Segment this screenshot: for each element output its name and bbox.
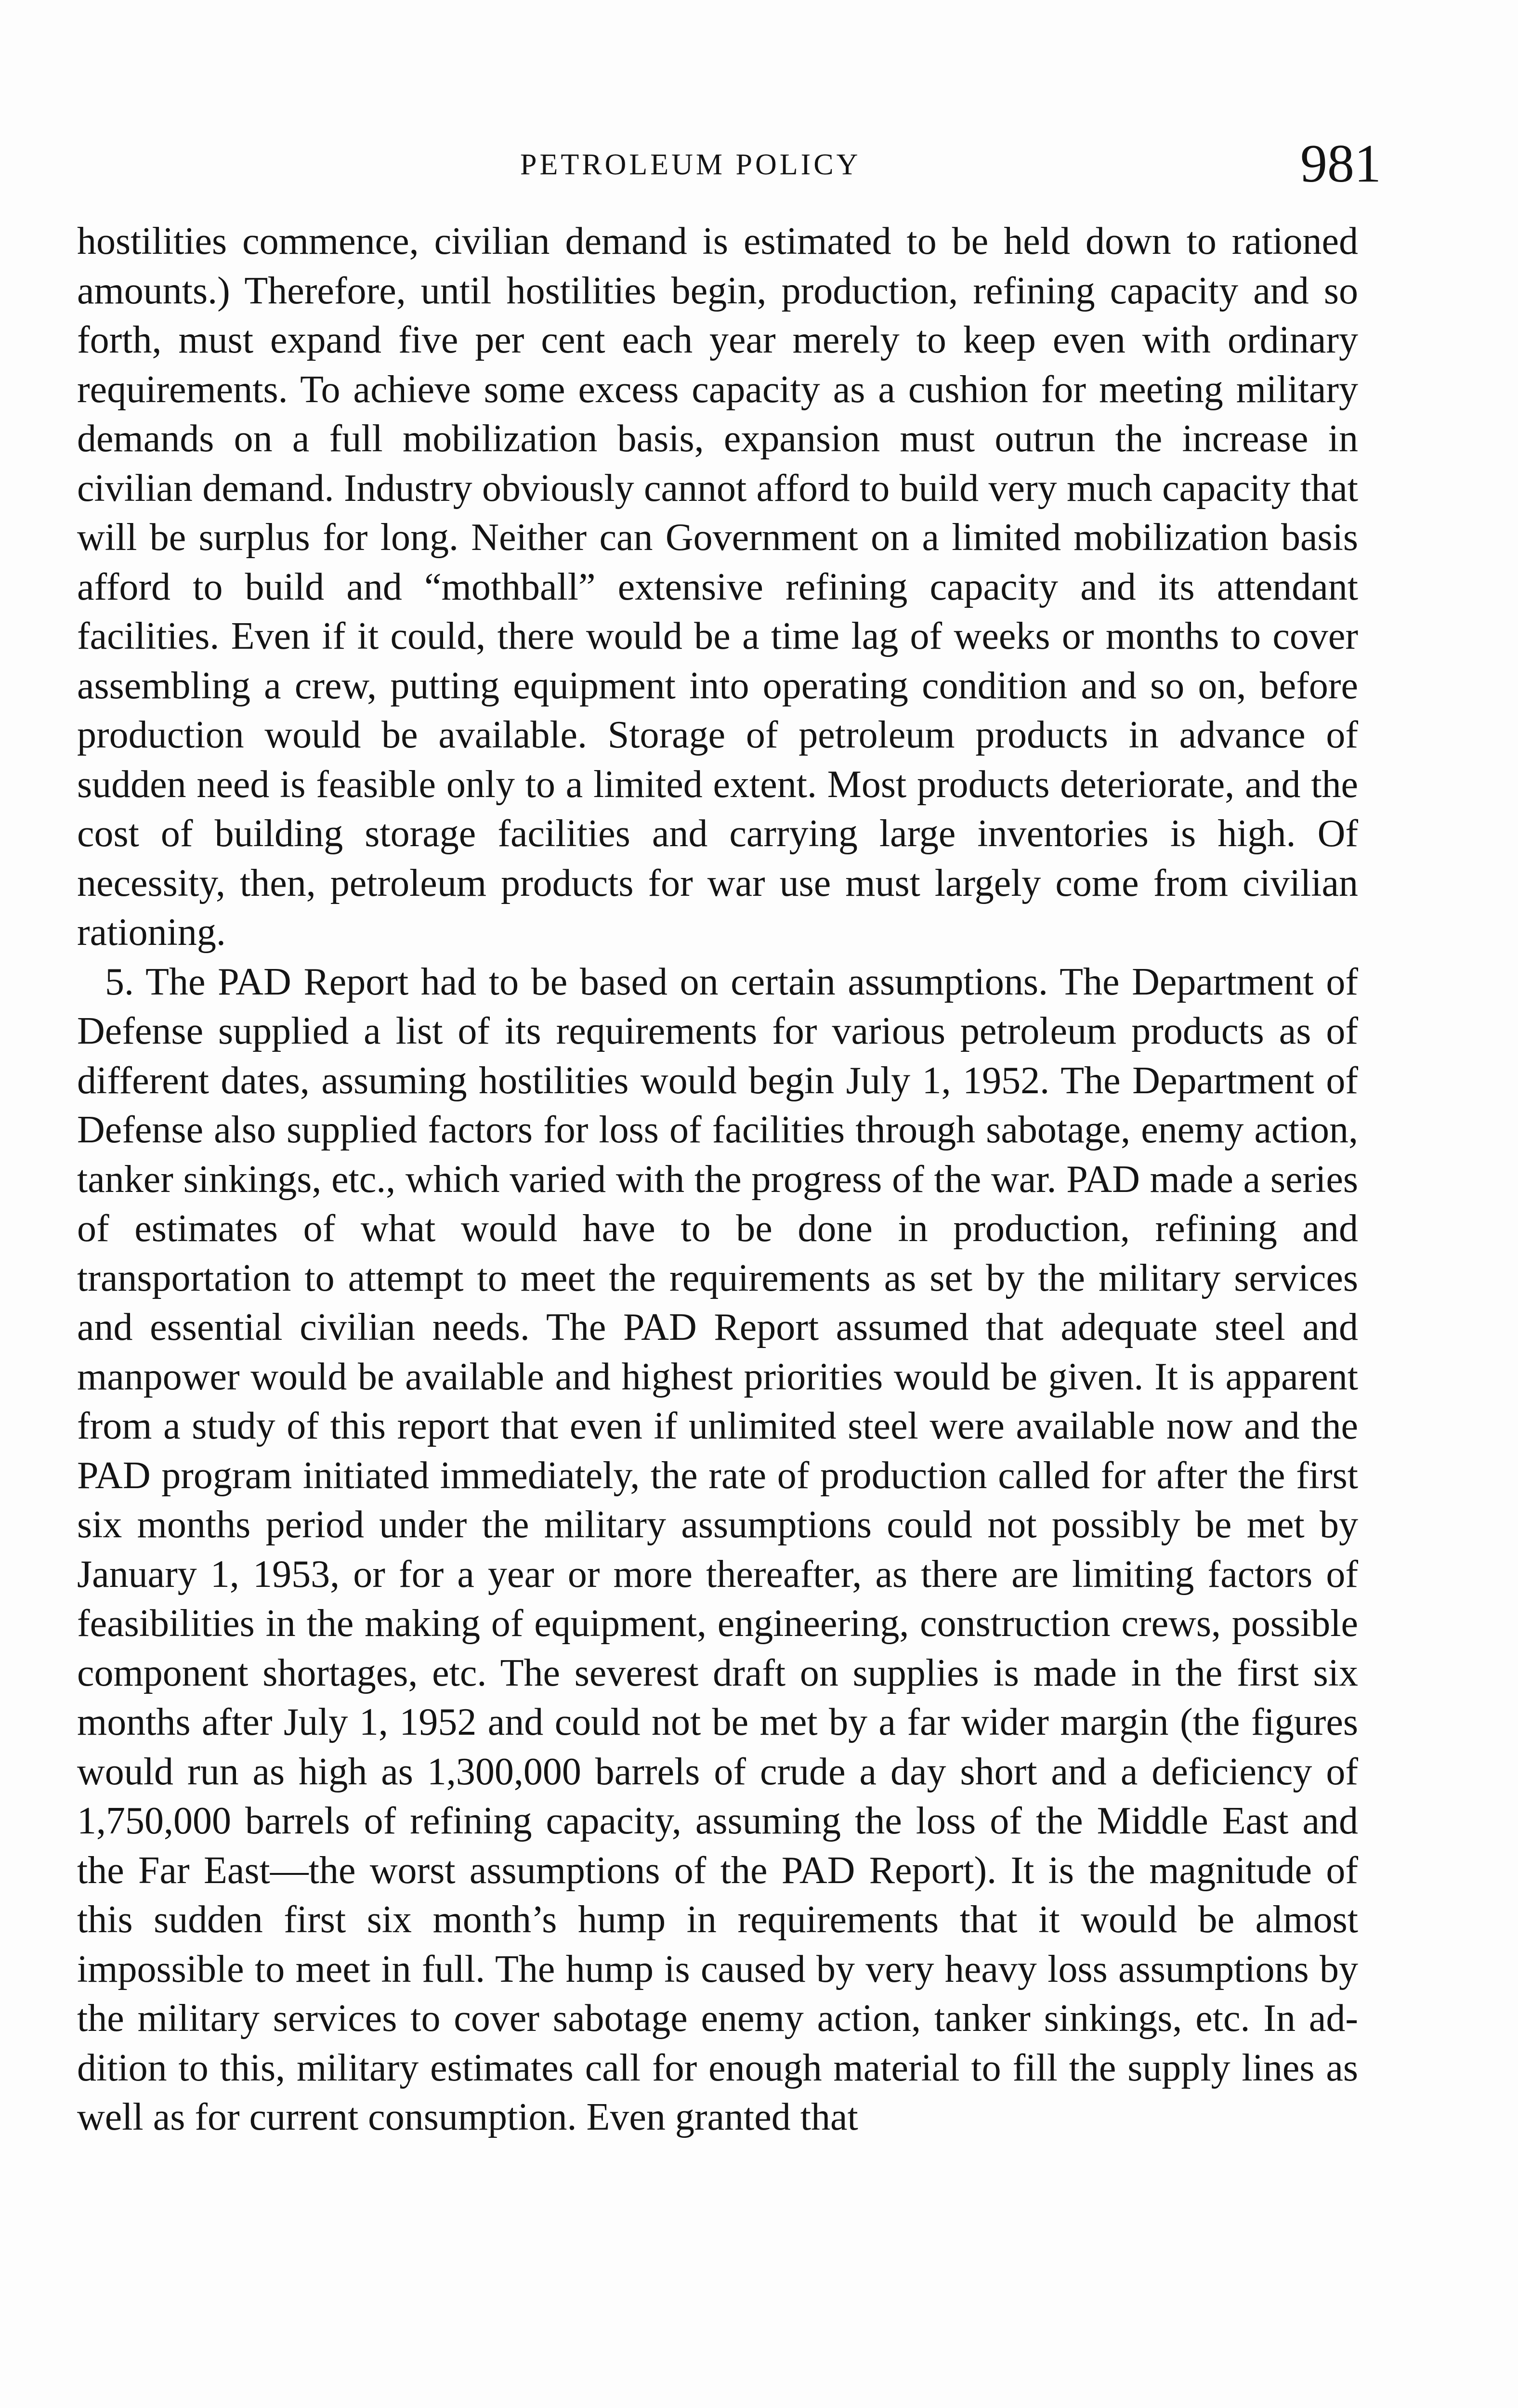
paragraph-5: 5. The PAD Report had to be based on certain assumptions. The Department of Defense supplied a list of its requirements for various petroleum products as of different dates, assuming hostilities would begin July 1, 1952. The Department of Defense also supplied factors for loss of facilities through sabotage, enemy action, tanker sinkings, etc., which varied with the progress of the war. PAD made a series of estimates of what would have to be done in production, refining and transportation to attempt to meet the requirements as set by the military services and essential civilian needs. The PAD Report assumed that adequate steel and manpower would be available and highest priorities would be given. It is apparent from a study of this report that even if unlimited steel were available now and the PAD program initiated immediately, the rate of production called for after the first six months period under the military assumptions could not possibly be met by January 1, 1953, or for a year or more thereafter, as there are limiting factors of feasibilities in the making of equipment, engineering, construction crews, possible component shortages, etc. The severest draft on supplies is made in the first six months after July 1, 1952 and could not be met by a far wider margin (the figures would run as high as 1,300,000 barrels of crude a day short and a deficiency of 1,750,000 barrels of refining capacity, assuming the loss of the Middle East and the Far East—the worst assumptions of the PAD Report). It is the magnitude of this sudden first six month’s hump in requirements that it would be almost impossible to meet in full. The hump is caused by very heavy loss assumptions by the military services to cover sabotage enemy action, tanker sinkings, etc. In addition to this, military estimates call for enough material to fill the supply lines as well as for current consumption. Even granted that bbox=[77, 960, 1358, 2138]
paragraph-continuation: hostilities commence, civilian demand is estimated to be held down to rationed amounts.) Therefore, until hostilities begin, production, refining capacity and so forth, must expand five per cent each year merely to keep even with ordinary requirements. To achieve some excess capacity as a cushion for meeting military demands on a full mobilization basis, expansion must outrun the increase in civilian demand. Industry obviously cannot afford to build very much capacity that will be surplus for long. Neither can Government on a limited mobilization basis afford to build and “mothball” extensive refining capacity and its attendant facilities. Even if it could, there would be a time lag of weeks or months to cover assembling a crew, putting equipment into operating condition and so on, before production would be available. Storage of petroleum products in advance of sudden need is feasible only to a limited extent. Most products deteriorate, and the cost of building storage facilities and carrying large inventories is high. Of necessity, then, petroleum products for war use must largely come from civilian rationing. bbox=[77, 220, 1358, 954]
body-text bbox=[77, 217, 1358, 2142]
page-number: 981 bbox=[1300, 134, 1381, 194]
running-title: PETROLEUM POLICY bbox=[520, 148, 861, 181]
running-head bbox=[0, 135, 1518, 202]
